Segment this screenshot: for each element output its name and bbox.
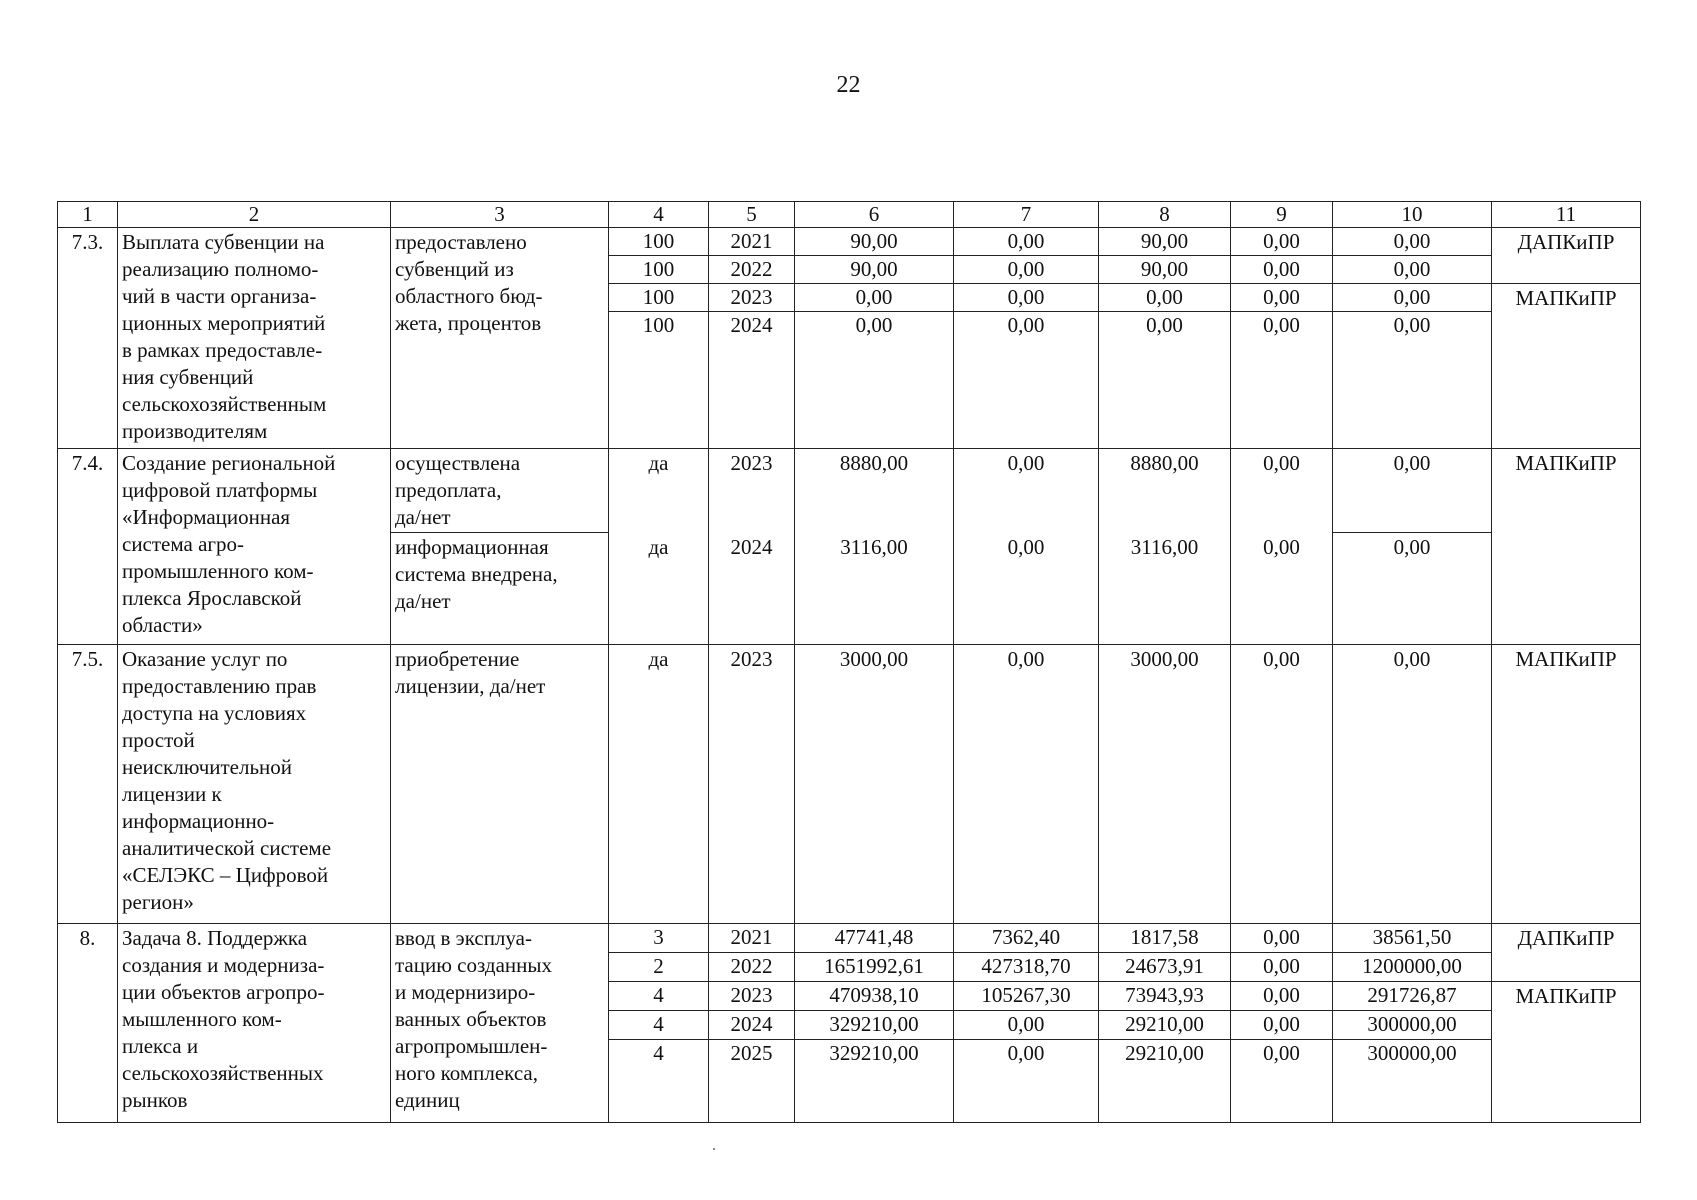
table-cell: 0,00 <box>1333 228 1492 256</box>
table-cell: 4 <box>609 982 709 1011</box>
header-cell: 11 <box>1492 202 1641 228</box>
table-row <box>58 449 1641 533</box>
table-row <box>58 924 1641 953</box>
table-cell: 0,00 <box>1333 449 1492 533</box>
table-row <box>58 228 1641 256</box>
table-cell: 0,00 <box>954 533 1099 645</box>
table-cell: 0,00 <box>1099 284 1231 312</box>
table-cell: 470938,10 <box>795 982 954 1011</box>
table-cell: 0,00 <box>1231 645 1333 924</box>
table-cell: 2021 <box>709 924 795 953</box>
table-cell: 90,00 <box>1099 256 1231 284</box>
table-cell: 1200000,00 <box>1333 953 1492 982</box>
table-cell: 3116,00 <box>795 533 954 645</box>
table-cell: 0,00 <box>1231 228 1333 256</box>
table-cell: 2022 <box>709 953 795 982</box>
header-row <box>58 202 1641 228</box>
indicator: информационная система внедрена, да/нет <box>391 533 609 645</box>
table-cell: 4 <box>609 1011 709 1040</box>
table-cell: 2024 <box>709 1011 795 1040</box>
table-cell: 2024 <box>709 312 795 449</box>
header-cell: 8 <box>1099 202 1231 228</box>
measure-name: Выплата субвенции на реализацию полномо- чий в части организа- ционных мероприятий в рамках предоставле- ния субвенций сельскохозяйственным производителям <box>118 228 391 449</box>
table-cell: 0,00 <box>1333 645 1492 924</box>
table-cell: 0,00 <box>1333 312 1492 449</box>
row-number: 7.5. <box>58 645 118 924</box>
table-cell: 0,00 <box>795 284 954 312</box>
table-cell: 2022 <box>709 256 795 284</box>
table-cell: 8880,00 <box>795 449 954 533</box>
table-cell: 0,00 <box>954 284 1099 312</box>
table-cell: 0,00 <box>954 228 1099 256</box>
table-cell: 0,00 <box>1099 312 1231 449</box>
table-cell: 38561,50 <box>1333 924 1492 953</box>
table-cell: 100 <box>609 284 709 312</box>
executor: ДАПКиПР <box>1492 228 1641 284</box>
table-cell: 0,00 <box>1231 312 1333 449</box>
header-cell: 3 <box>391 202 609 228</box>
table-cell: 90,00 <box>795 256 954 284</box>
table-cell: 24673,91 <box>1099 953 1231 982</box>
table-cell: 2023 <box>709 982 795 1011</box>
table-cell: 2023 <box>709 449 795 533</box>
table-cell: 8880,00 <box>1099 449 1231 533</box>
table-cell: 2023 <box>709 645 795 924</box>
indicator: осуществлена предоплата, да/нет <box>391 449 609 533</box>
table-cell: 0,00 <box>954 449 1099 533</box>
table-cell: 0,00 <box>1333 533 1492 645</box>
table-cell: 105267,30 <box>954 982 1099 1011</box>
table-cell: 29210,00 <box>1099 1011 1231 1040</box>
table-cell: 427318,70 <box>954 953 1099 982</box>
header-cell: 10 <box>1333 202 1492 228</box>
table-cell: 0,00 <box>954 312 1099 449</box>
table-cell: 2021 <box>709 228 795 256</box>
table-cell: 47741,48 <box>795 924 954 953</box>
row-number: 7.3. <box>58 228 118 449</box>
header-cell: 2 <box>118 202 391 228</box>
page-number: 22 <box>836 72 861 98</box>
indicator: приобретение лицензии, да/нет <box>391 645 609 924</box>
table-cell: 291726,87 <box>1333 982 1492 1011</box>
table-cell: 90,00 <box>795 228 954 256</box>
row-number: 8. <box>58 924 118 1123</box>
header-cell: 5 <box>709 202 795 228</box>
indicator: ввод в эксплуа- тацию созданных и модернизиро- ванных объектов агропромышлен- ного комплекса, единиц <box>391 924 609 1123</box>
table-cell: 1817,58 <box>1099 924 1231 953</box>
table-cell: 90,00 <box>1099 228 1231 256</box>
header-cell: 7 <box>954 202 1099 228</box>
table-cell: 2 <box>609 953 709 982</box>
table-cell: 100 <box>609 312 709 449</box>
table-cell: 0,00 <box>1231 982 1333 1011</box>
indicator: предоставлено субвенций из областного бюд- жета, процентов <box>391 228 609 449</box>
header-cell: 1 <box>58 202 118 228</box>
executor: ДАПКиПР <box>1492 924 1641 982</box>
table-cell: 0,00 <box>954 1040 1099 1123</box>
table-cell: 0,00 <box>795 312 954 449</box>
table-cell: 300000,00 <box>1333 1011 1492 1040</box>
table-cell: 3 <box>609 924 709 953</box>
table-cell: 0,00 <box>1231 953 1333 982</box>
table-cell: 7362,40 <box>954 924 1099 953</box>
table-cell: 329210,00 <box>795 1040 954 1123</box>
table-cell: 73943,93 <box>1099 982 1231 1011</box>
table-cell: 29210,00 <box>1099 1040 1231 1123</box>
table-cell: 0,00 <box>1231 1011 1333 1040</box>
table-cell: 0,00 <box>1231 284 1333 312</box>
table-cell: 2023 <box>709 284 795 312</box>
table-cell: 0,00 <box>954 1011 1099 1040</box>
executor: МАПКиПР <box>1492 645 1641 924</box>
table-cell: 0,00 <box>954 256 1099 284</box>
scan-speck <box>713 1148 715 1150</box>
executor: МАПКиПР <box>1492 982 1641 1123</box>
table-cell: 3000,00 <box>1099 645 1231 924</box>
table-cell: 3000,00 <box>795 645 954 924</box>
header-cell: 6 <box>795 202 954 228</box>
table-cell: 4 <box>609 1040 709 1123</box>
header-cell: 9 <box>1231 202 1333 228</box>
table-cell: 329210,00 <box>795 1011 954 1040</box>
measure-name: Задача 8. Поддержка создания и модерниза- ции объектов агропро- мышленного ком- плекса и сельскохозяйственных рынков <box>118 924 391 1123</box>
header-cell: 4 <box>609 202 709 228</box>
table-cell: 0,00 <box>1231 256 1333 284</box>
table-cell: 0,00 <box>1231 533 1333 645</box>
table-row <box>58 645 1641 924</box>
program-table <box>57 201 1641 1123</box>
table-cell: 2024 <box>709 533 795 645</box>
table-cell: да <box>609 533 709 645</box>
table-cell: 3116,00 <box>1099 533 1231 645</box>
table-cell: 0,00 <box>1231 449 1333 533</box>
table-cell: 0,00 <box>1333 256 1492 284</box>
table-cell: 0,00 <box>954 645 1099 924</box>
row-number: 7.4. <box>58 449 118 645</box>
measure-name: Оказание услуг по предоставлению прав доступа на условиях простой неисключительной лицензии к информационно- аналитической системе «СЕЛЭКС – Цифровой регион» <box>118 645 391 924</box>
table-cell: 100 <box>609 256 709 284</box>
executor: МАПКиПР <box>1492 284 1641 449</box>
table-cell: 300000,00 <box>1333 1040 1492 1123</box>
table-cell: 2025 <box>709 1040 795 1123</box>
table-cell: 0,00 <box>1231 1040 1333 1123</box>
table-cell: да <box>609 449 709 533</box>
table-cell: 100 <box>609 228 709 256</box>
table-cell: 1651992,61 <box>795 953 954 982</box>
table-cell: да <box>609 645 709 924</box>
table-cell: 0,00 <box>1333 284 1492 312</box>
executor: МАПКиПР <box>1492 449 1641 645</box>
table-cell: 0,00 <box>1231 924 1333 953</box>
measure-name: Создание региональной цифровой платформы «Информационная система агро- промышленного ком- плекса Ярославской области» <box>118 449 391 645</box>
